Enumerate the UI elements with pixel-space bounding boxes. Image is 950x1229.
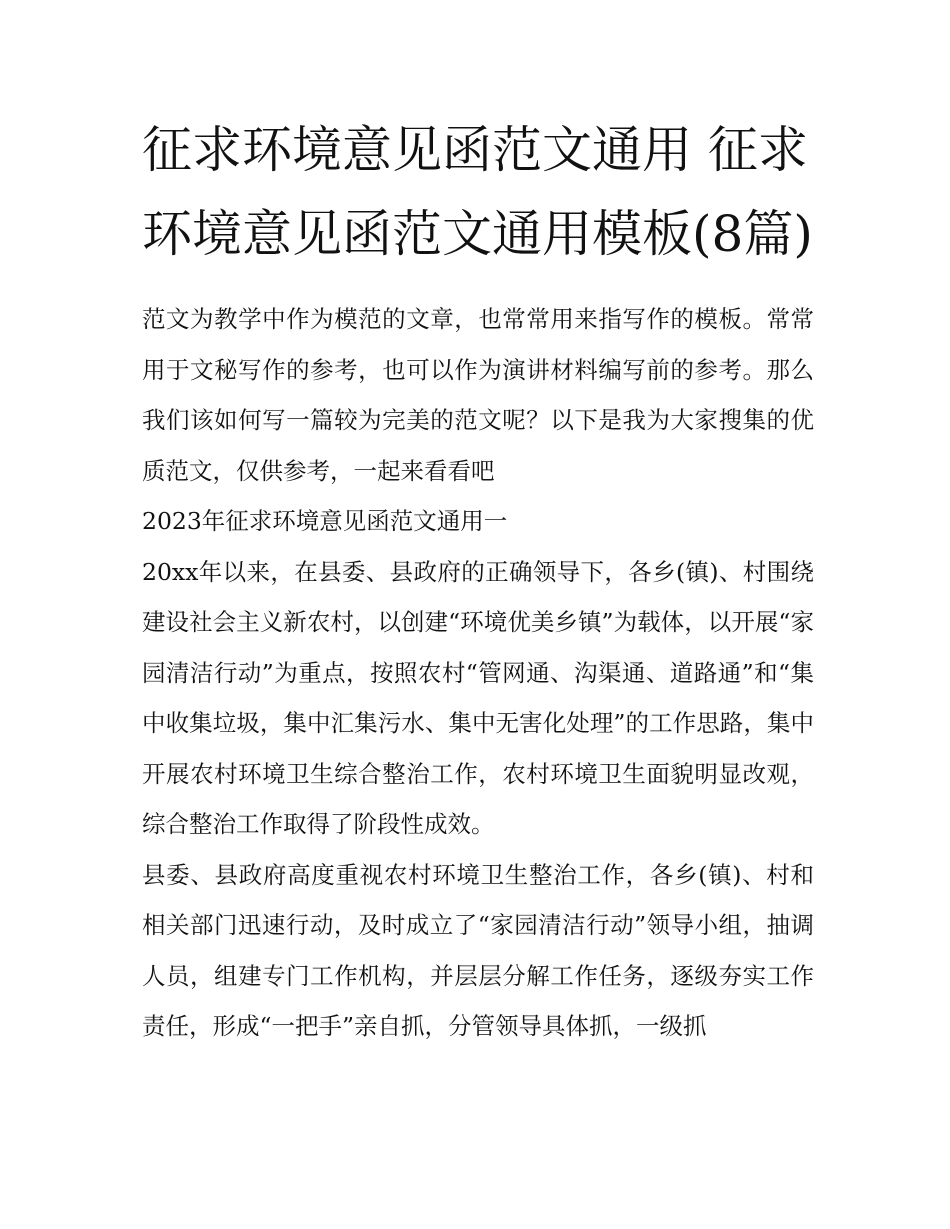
- intro-paragraph: 范文为教学中作为模范的文章，也常常用来指写作的模板。常常用于文秘写作的参考，也可以作为演讲材料编写前的参考。那么我们该如何写一篇较为完美的范文呢？以下是我为大家搜集的优质范文，仅供参考，一起来看看吧: [142, 305, 814, 485]
- body-paragraph-2: 县委、县政府高度重视农村环境卫生整治工作，各乡(镇)、村和相关部门迅速行动，及时成立了“家园清洁行动”领导小组，抽调人员，组建专门工作机构，并层层分解工作任务，逐级夯实工作责任，形成“一把手”亲自抓，分管领导具体抓，一级抓: [142, 860, 814, 1040]
- body-paragraph-1: 20xx年以来，在县委、县政府的正确领导下，各乡(镇)、村围绕建设社会主义新农村，以创建“环境优美乡镇”为载体，以开展“家园清洁行动”为重点，按照农村“管网通、沟渠通、道路通”和“集中收集垃圾，集中汇集污水、集中无害化处理”的工作思路，集中开展农村环境卫生综合整治工作，农村环境卫生面貌明显改观，综合整治工作取得了阶段性成效。: [142, 557, 814, 838]
- section-heading: 2023年征求环境意见函范文通用一: [142, 507, 508, 535]
- document-page: [142, 108, 814, 1052]
- document-title: 征求环境意见函范文通用 征求环境意见函范文通用模板(8篇): [142, 121, 813, 263]
